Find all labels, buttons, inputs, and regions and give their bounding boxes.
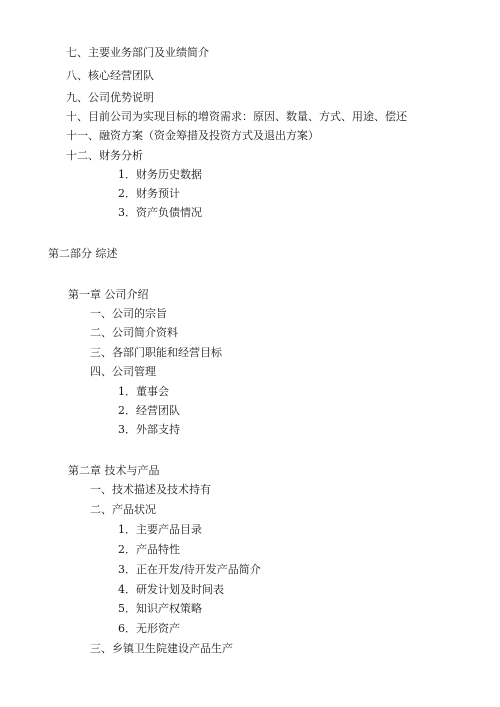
- product-item-6: 6．无形资产: [118, 622, 180, 635]
- management-item-1: 1．董事会: [118, 385, 169, 398]
- product-item-1: 1．主要产品目录: [118, 523, 202, 536]
- outline-item-9: 九、公司优势说明: [66, 91, 154, 104]
- chapter-1-section-1: 一、公司的宗旨: [90, 307, 167, 320]
- product-item-5: 5．知识产权策略: [118, 602, 202, 615]
- chapter-2-heading: 第二章 技术与产品: [68, 464, 160, 477]
- product-item-2: 2．产品特性: [118, 543, 180, 556]
- chapter-2-section-2: 二、产品状况: [90, 503, 156, 516]
- finance-subitem-3: 3．资产负债情况: [118, 206, 202, 219]
- management-item-3: 3．外部支持: [118, 423, 180, 436]
- product-item-3: 3．正在开发/待开发产品简介: [118, 563, 261, 576]
- product-item-4: 4．研发计划及时间表: [118, 583, 224, 596]
- management-item-2: 2．经营团队: [118, 404, 180, 417]
- outline-item-7: 七、主要业务部门及业绩简介: [66, 46, 209, 59]
- part-2-heading: 第二部分 综述: [48, 247, 118, 260]
- chapter-1-section-4: 四、公司管理: [90, 365, 156, 378]
- chapter-2-section-1: 一、技术描述及技术持有: [90, 483, 211, 496]
- outline-item-10: 十、目前公司为实现目标的增资需求：原因、数量、方式、用途、偿还: [66, 110, 407, 123]
- finance-subitem-1: 1．财务历史数据: [118, 168, 202, 181]
- chapter-2-section-3: 三、乡镇卫生院建设产品生产: [90, 642, 233, 655]
- outline-item-11: 十一、融资方案（资金筹措及投资方式及退出方案）: [66, 129, 319, 142]
- chapter-1-heading: 第一章 公司介绍: [68, 288, 149, 301]
- chapter-1-section-3: 三、各部门职能和经营目标: [90, 346, 222, 359]
- outline-item-12: 十二、财务分析: [66, 149, 143, 162]
- finance-subitem-2: 2．财务预计: [118, 187, 180, 200]
- outline-item-8: 八、核心经营团队: [66, 69, 154, 82]
- chapter-1-section-2: 二、公司简介资料: [90, 326, 178, 339]
